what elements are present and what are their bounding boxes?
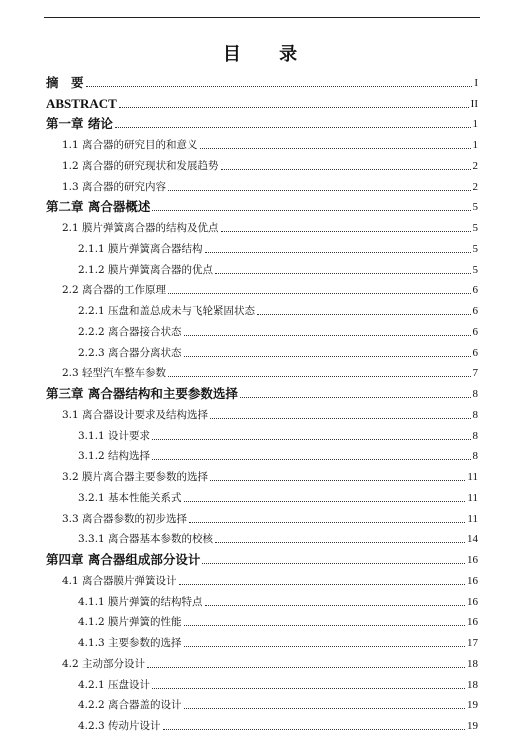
toc-leader-dots (163, 729, 465, 730)
toc-entry[interactable] (46, 446, 478, 467)
toc-entry[interactable] (46, 176, 478, 197)
toc-entry-page: 16 (467, 554, 478, 566)
toc-leader-dots (202, 563, 465, 564)
toc-leader-dots (147, 667, 465, 668)
toc-entry[interactable] (46, 487, 478, 508)
toc-leader-dots (205, 605, 465, 606)
toc-leader-dots (168, 376, 470, 377)
toc-entry-label: 3.3.1 离合器基本参数的校核 (78, 533, 214, 546)
toc-entry-label: 2.1.1 膜片弹簧离合器结构 (78, 242, 203, 255)
toc-entry-page: 1 (472, 118, 478, 131)
toc-leader-dots (221, 231, 471, 232)
toc-entry[interactable] (46, 425, 478, 446)
toc-entry-page: 14 (467, 533, 478, 546)
toc-entry[interactable] (46, 466, 478, 487)
toc-leader-dots (205, 252, 471, 253)
toc-entry-label: 2.1.2 膜片弹簧离合器的优点 (78, 263, 214, 276)
toc-entry-label: 3.3 离合器参数的初步选择 (62, 512, 188, 525)
toc-leader-dots (168, 293, 470, 294)
header-rule (44, 17, 480, 18)
toc-entry-label: 4.1.1 膜片弹簧的结构特点 (78, 595, 203, 608)
toc-leader-dots (152, 439, 470, 440)
toc-list (46, 72, 478, 736)
toc-leader-dots (215, 273, 470, 274)
toc-entry-page: 11 (467, 471, 478, 483)
toc-entry-page: 16 (467, 616, 478, 629)
toc-entry-page: 5 (472, 263, 478, 276)
toc-leader-dots (184, 625, 465, 626)
toc-leader-dots (152, 688, 465, 689)
toc-entry[interactable] (46, 632, 478, 653)
toc-title: 目 录 (222, 44, 314, 65)
toc-entry-page: 19 (467, 699, 478, 712)
toc-entry-label: 3.2.1 基本性能关系式 (78, 491, 182, 504)
toc-entry-page: 2 (472, 159, 478, 172)
toc-entry-page: 18 (467, 657, 478, 670)
toc-entry-label: 1.1 离合器的研究目的和意义 (62, 139, 198, 151)
toc-entry-label: 第二章 离合器概述 (46, 199, 151, 215)
toc-entry[interactable] (46, 404, 478, 425)
toc-entry-page: 6 (472, 284, 478, 297)
toc-entry-label: 2.2.2 离合器接合状态 (78, 325, 182, 338)
toc-entry-label: 2.2.1 压盘和盖总成未与飞轮紧固状态 (78, 305, 256, 317)
toc-leader-dots (210, 480, 465, 481)
toc-entry[interactable] (46, 591, 478, 612)
toc-entry-page: I (474, 76, 478, 89)
toc-entry-label: ABSTRACT (46, 95, 117, 111)
toc-entry[interactable] (46, 674, 478, 695)
toc-entry[interactable] (46, 300, 478, 321)
toc-entry[interactable] (46, 134, 478, 155)
toc-leader-dots (257, 314, 470, 315)
toc-entry-label: 1.2 离合器的研究现状和发展趋势 (62, 159, 219, 172)
toc-leader-dots (200, 148, 471, 149)
toc-leader-dots (115, 127, 471, 128)
toc-entry-label: 第一章 绪论 (46, 116, 113, 132)
toc-entry-label: 4.2.3 传动片设计 (78, 720, 161, 732)
toc-entry[interactable] (46, 549, 478, 570)
toc-entry-label: 4.1.3 主要参数的选择 (78, 637, 182, 649)
toc-entry-page: 5 (472, 222, 478, 234)
toc-leader-dots (210, 418, 470, 419)
toc-entry-page: 11 (467, 491, 478, 504)
toc-entry-label: 第三章 离合器结构和主要参数选择 (46, 386, 238, 401)
toc-entry[interactable] (46, 695, 478, 716)
toc-entry-page: 8 (472, 429, 478, 442)
toc-entry-page: 7 (472, 367, 478, 380)
toc-entry[interactable] (46, 383, 478, 404)
toc-entry-page: 8 (472, 388, 478, 400)
toc-leader-dots (184, 708, 465, 709)
toc-entry[interactable] (46, 72, 478, 93)
toc-entry[interactable] (46, 508, 478, 529)
toc-entry[interactable] (46, 217, 478, 238)
toc-entry-label: 3.1.1 设计要求 (78, 429, 151, 442)
toc-entry[interactable] (46, 155, 478, 176)
toc-entry-label: 4.1 离合器膜片弹簧设计 (62, 574, 177, 587)
toc-entry-page: 19 (467, 720, 478, 732)
toc-entry[interactable] (46, 570, 478, 591)
toc-entry[interactable] (46, 197, 478, 218)
toc-entry-label: 3.1 离合器设计要求及结构选择 (62, 408, 209, 421)
toc-entry[interactable] (46, 321, 478, 342)
toc-entry-page: 6 (472, 305, 478, 317)
toc-leader-dots (240, 397, 471, 398)
toc-entry[interactable] (46, 259, 478, 280)
toc-entry-label: 1.3 离合器的研究内容 (62, 180, 167, 193)
toc-entry[interactable] (46, 715, 478, 736)
toc-entry-page: 6 (472, 346, 478, 359)
toc-entry-page: 16 (467, 595, 478, 608)
toc-entry-label: 2.3 轻型汽车整车参数 (62, 367, 167, 380)
toc-entry-page: 1 (472, 139, 478, 151)
toc-entry-page: 16 (467, 574, 478, 587)
toc-entry-page: 2 (472, 180, 478, 193)
toc-entry-label: 4.2.1 压盘设计 (78, 678, 151, 691)
toc-entry-page: 6 (472, 325, 478, 338)
toc-entry-page: II (470, 97, 478, 110)
toc-entry-page: 11 (467, 512, 478, 525)
toc-entry-label: 第四章 离合器组成部分设计 (46, 552, 201, 567)
toc-entry[interactable] (46, 363, 478, 384)
toc-entry-page: 5 (472, 242, 478, 255)
toc-entry-page: 18 (467, 678, 478, 691)
toc-leader-dots (152, 210, 470, 211)
toc-entry-label: 4.2.2 离合器盖的设计 (78, 699, 182, 712)
toc-entry-label: 3.2 膜片离合器主要参数的选择 (62, 471, 209, 483)
toc-leader-dots (221, 169, 471, 170)
toc-leader-dots (189, 522, 465, 523)
toc-leader-dots (179, 584, 465, 585)
toc-leader-dots (184, 501, 466, 502)
toc-entry[interactable] (46, 342, 478, 363)
toc-leader-dots (184, 646, 465, 647)
toc-entry-label: 3.1.2 结构选择 (78, 450, 151, 463)
toc-entry-label: 2.2 离合器的工作原理 (62, 284, 167, 297)
toc-leader-dots (184, 356, 471, 357)
toc-entry-page: 8 (472, 450, 478, 463)
toc-entry[interactable] (46, 114, 478, 135)
toc-leader-dots (215, 542, 465, 543)
toc-leader-dots (168, 190, 470, 191)
toc-entry-label: 2.2.3 离合器分离状态 (78, 346, 182, 359)
toc-leader-dots (184, 335, 471, 336)
toc-entry-page: 5 (472, 201, 478, 214)
toc-leader-dots (86, 86, 473, 87)
toc-entry[interactable] (46, 238, 478, 259)
toc-entry-page: 17 (467, 637, 478, 649)
toc-entry-label: 4.1.2 膜片弹簧的性能 (78, 616, 182, 629)
toc-entry[interactable] (46, 653, 478, 674)
toc-leader-dots (119, 107, 469, 108)
toc-entry[interactable] (46, 529, 478, 550)
toc-entry-page: 8 (472, 408, 478, 421)
toc-entry[interactable] (46, 280, 478, 301)
toc-leader-dots (152, 459, 470, 460)
toc-entry-label: 2.1 膜片弹簧离合器的结构及优点 (62, 222, 219, 234)
toc-entry-label: 摘 要 (46, 74, 84, 90)
toc-entry[interactable] (46, 612, 478, 633)
toc-entry-label: 4.2 主动部分设计 (62, 657, 146, 670)
toc-entry[interactable] (46, 93, 478, 114)
